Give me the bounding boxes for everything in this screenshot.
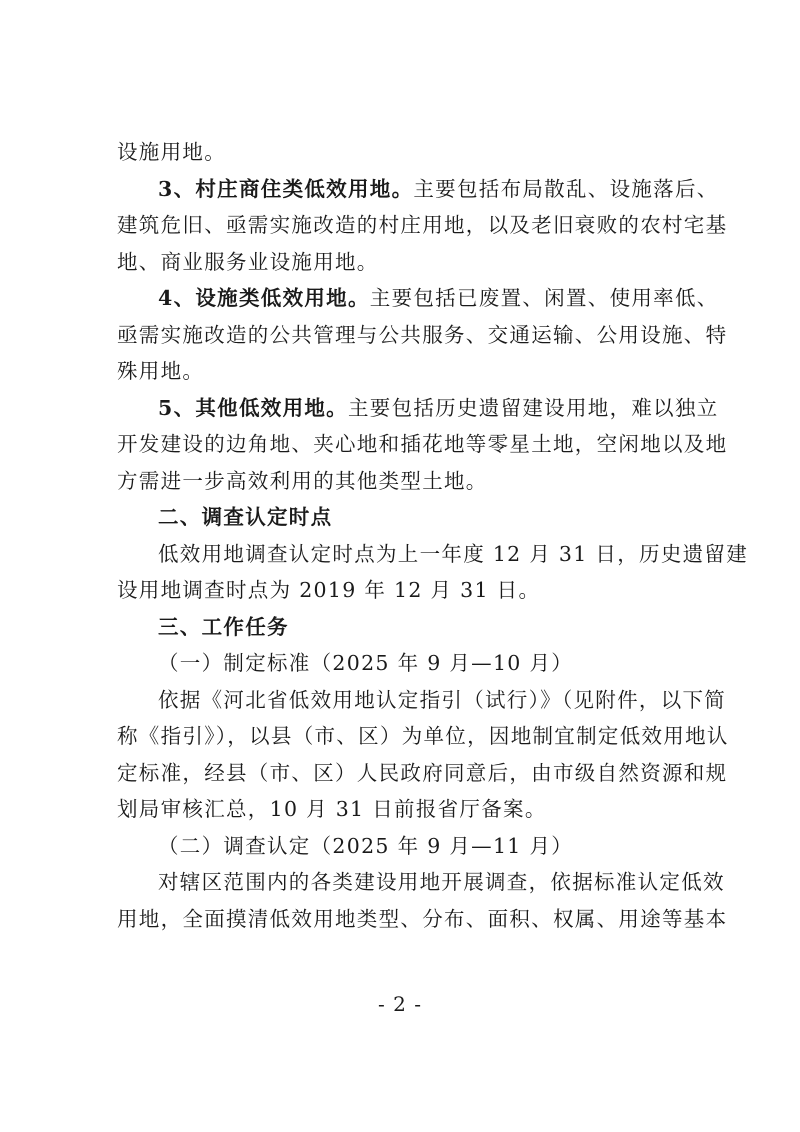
item-5-heading: 5、其他低效用地。 [158,395,348,420]
item-3-heading: 3、村庄商住类低效用地。 [158,176,414,201]
text-line: 殊用地。 [117,359,205,383]
text-line: 称《指引》），以县（市、区）为单位，因地制宜制定低效用地认 [117,724,729,748]
item-3-paragraph [117,171,719,208]
section-heading-2: 二、调查认定时点 [158,505,333,529]
text-line: 建筑危旧、亟需实施改造的村庄用地，以及老旧衰败的农村宅基 [117,213,728,237]
text-line: 用地，全面摸清低效用地类型、分布、面积、权属、用途等基本 [117,906,728,931]
item-4-heading: 4、设施类低效用地。 [158,286,370,310]
subsection-heading-2: （二）调查认定（2025 年 9 月—11 月） [158,833,574,858]
text-line: 依据《河北省低效用地认定指引（试行）》（见附件，以下简 [158,687,727,712]
text-line: 主要包括已废置、闲置、使用率低、 [369,286,719,310]
text-line: 亟需实施改造的公共管理与公共服务、交通运输、公用设施、特 [117,322,728,347]
text-line: 主要包括历史遗留建设用地，难以独立 [347,395,719,420]
document-body [117,134,749,937]
text-line: 开发建设的边角地、夹心地和插花地等零星土地，空闲地以及地 [117,432,728,456]
text-line: 方需进一步高效利用的其他类型土地。 [117,468,488,493]
section-heading-3: 三、工作任务 [158,614,289,639]
text-line: 设用地调查时点为 2019 年 12 月 31 日。 [117,578,541,602]
text-line: 对辖区范围内的各类建设用地开展调查，依据标准认定低效 [158,870,725,894]
item-4-paragraph [117,280,719,317]
subsection-heading-1: （一）制定标准（2025 年 9 月—10 月） [158,651,574,675]
text-line: 低效用地调查认定时点为上一年度 12 月 31 日，历史遗留建 [158,541,749,566]
text-line: 主要包括布局散乱、设施落后、 [413,176,719,201]
text-line: 划局审核汇总，10 月 31 日前报省厅备案。 [117,797,547,821]
page-number: - 2 - [378,992,422,1016]
text-line: 地、商业服务业设施用地。 [117,249,379,274]
item-5-paragraph [117,390,719,427]
text-line: 设施用地。 [117,140,226,164]
text-line: 定标准，经县（市、区）人民政府同意后，由市级自然资源和规 [117,760,728,785]
